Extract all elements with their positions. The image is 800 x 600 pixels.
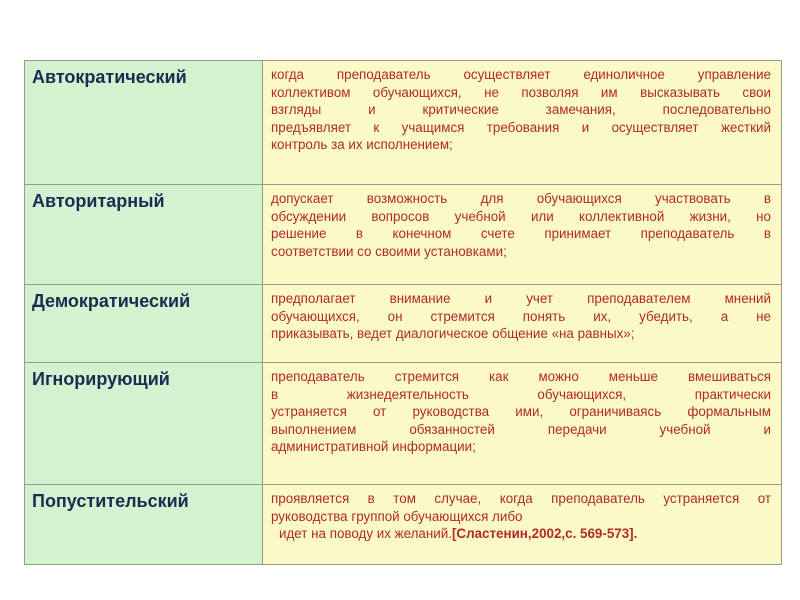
term-cell bbox=[25, 285, 263, 363]
definition-line: обучающихся, он стремится понять их, убедить, а не bbox=[271, 308, 771, 324]
definition-cell bbox=[263, 485, 782, 565]
definition-line: когда преподаватель осуществляет единоличное управление bbox=[271, 67, 771, 82]
definition-line: в жизнедеятельность обучающихся, практически bbox=[271, 386, 771, 402]
definition-line: коллективом обучающихся, не позволяя им высказывать свои bbox=[271, 84, 771, 100]
table-row bbox=[25, 285, 782, 363]
definition-line: допускает возможность для обучающихся участвовать в bbox=[271, 191, 771, 206]
term-cell bbox=[25, 485, 263, 565]
style-term: Авторитарный bbox=[32, 191, 165, 211]
definition-cell bbox=[263, 185, 782, 285]
term-cell bbox=[25, 185, 263, 285]
definition-line: проявляется в том случае, когда преподаватель устраняется от bbox=[271, 491, 771, 506]
citation: [Сластенин,2002,с. 569-573]. bbox=[451, 526, 638, 541]
definition-cell bbox=[263, 285, 782, 363]
definition-line: соответствии со своими установками; bbox=[271, 243, 507, 259]
definition-line: предъявляет к учащимся требования и осуществляет жесткий bbox=[271, 119, 771, 135]
definition-line: предполагает внимание и учет преподавателем мнений bbox=[271, 291, 771, 306]
term-cell bbox=[25, 61, 263, 185]
table-row bbox=[25, 363, 782, 485]
definition-cell bbox=[263, 363, 782, 485]
definition-line: обсуждении вопросов учебной или коллективной жизни, но bbox=[271, 208, 771, 224]
definition-line: преподаватель стремится как можно меньше вмешиваться bbox=[271, 369, 771, 384]
style-term: Автократический bbox=[32, 67, 187, 87]
definition-line: взгляды и критические замечания, последовательно bbox=[271, 102, 771, 117]
table-row bbox=[25, 185, 782, 285]
definition-line: устраняется от руководства ими, ограничиваясь формальным bbox=[271, 404, 771, 419]
definition-text: идет на поводу их желаний. bbox=[279, 526, 452, 541]
definition-line bbox=[271, 525, 771, 543]
definition-line: выполнением обязанностей передачи учебной и bbox=[271, 421, 771, 437]
style-term: Демократический bbox=[32, 291, 191, 311]
table-row bbox=[25, 61, 782, 185]
definition-line: приказывать, ведет диалогическое общение «на равных»; bbox=[271, 326, 635, 341]
style-term: Попустительский bbox=[32, 491, 189, 511]
definition-line: решение в конечном счете принимает преподаватель в bbox=[271, 226, 771, 241]
table-row bbox=[25, 485, 782, 565]
definition-line: руководства группой обучающихся либо bbox=[271, 508, 523, 524]
leadership-styles-table bbox=[24, 60, 782, 565]
style-term: Игнорирующий bbox=[32, 369, 170, 389]
term-cell bbox=[25, 363, 263, 485]
definition-line: контроль за их исполнением; bbox=[271, 137, 453, 152]
definition-cell bbox=[263, 61, 782, 185]
definition-line: административной информации; bbox=[271, 439, 476, 454]
